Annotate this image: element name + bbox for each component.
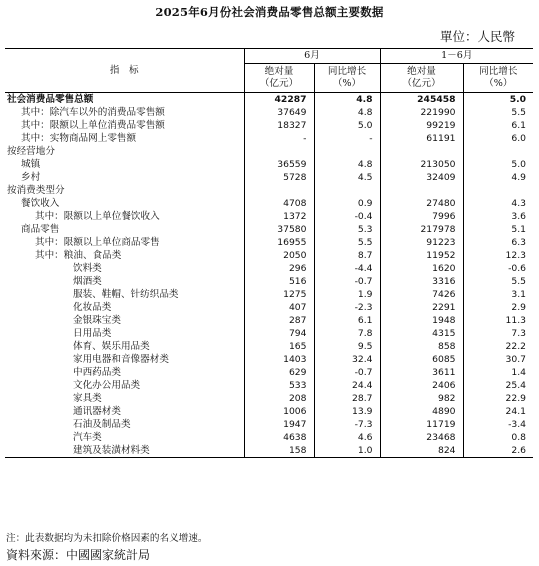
table-row xyxy=(5,210,533,223)
table-row xyxy=(5,366,533,379)
row-label: 家具类 xyxy=(73,393,102,404)
row-june-growth: 24.4 xyxy=(314,379,380,392)
row-label: 餐饮收入 xyxy=(21,198,60,209)
row-label: 文化办公用品类 xyxy=(73,380,141,391)
row-h1-value: 1948 xyxy=(380,314,463,327)
row-label: 按消费类型分 xyxy=(7,185,65,196)
row-h1-value: 6085 xyxy=(380,353,463,366)
table-row xyxy=(5,392,533,405)
row-h1-value: 217978 xyxy=(380,223,463,236)
row-june-growth: 4.6 xyxy=(314,431,380,444)
row-h1-growth: 25.4 xyxy=(463,379,533,392)
table-row xyxy=(5,301,533,314)
row-june-value: 1006 xyxy=(244,405,314,418)
row-label: 家用电器和音像器材类 xyxy=(73,354,169,365)
row-h1-value: 3316 xyxy=(380,275,463,288)
row-h1-value xyxy=(380,184,463,197)
row-june-value: 42287 xyxy=(244,93,314,107)
row-label: 烟酒类 xyxy=(73,276,102,287)
row-june-value: 533 xyxy=(244,379,314,392)
row-june-value: 287 xyxy=(244,314,314,327)
row-h1-growth: 5.5 xyxy=(463,275,533,288)
row-june-value: 407 xyxy=(244,301,314,314)
row-h1-growth: 5.0 xyxy=(463,93,533,107)
row-june-value: 5728 xyxy=(244,171,314,184)
row-h1-growth: 5.0 xyxy=(463,158,533,171)
header-june: 6月 xyxy=(244,49,380,64)
row-june-growth: 4.8 xyxy=(314,158,380,171)
header-abs-june: 绝对量 （亿元） xyxy=(244,64,314,93)
row-label: 饮料类 xyxy=(73,263,102,274)
source-line: 資料來源：中國國家統計局 xyxy=(6,548,151,562)
row-h1-growth: 4.9 xyxy=(463,171,533,184)
row-june-value: 36559 xyxy=(244,158,314,171)
row-june-growth: 5.0 xyxy=(314,119,380,132)
table-row xyxy=(5,405,533,418)
row-june-growth: - xyxy=(314,132,380,145)
row-h1-value: 91223 xyxy=(380,236,463,249)
row-h1-growth: 2.6 xyxy=(463,444,533,458)
row-june-value: 4708 xyxy=(244,197,314,210)
row-label: 通讯器材类 xyxy=(73,406,121,417)
table-row xyxy=(5,119,533,132)
row-h1-growth: -0.6 xyxy=(463,262,533,275)
row-june-growth xyxy=(314,184,380,197)
header-jan-jun: 1－6月 xyxy=(380,49,533,64)
table-row xyxy=(5,288,533,301)
row-label: 乡村 xyxy=(21,172,41,183)
row-june-value: 1403 xyxy=(244,353,314,366)
row-june-growth: 7.8 xyxy=(314,327,380,340)
row-june-value: 2050 xyxy=(244,249,314,262)
row-label: 服装、鞋帽、针纺织品类 xyxy=(73,289,179,300)
table-body xyxy=(5,93,533,458)
row-label: 金银珠宝类 xyxy=(73,315,121,326)
row-june-value: 296 xyxy=(244,262,314,275)
table-row xyxy=(5,106,533,119)
row-june-growth xyxy=(314,145,380,158)
row-june-growth: -0.4 xyxy=(314,210,380,223)
table-row xyxy=(5,197,533,210)
row-june-growth: -2.3 xyxy=(314,301,380,314)
row-june-value: - xyxy=(244,132,314,145)
row-h1-value: 11719 xyxy=(380,418,463,431)
table-row xyxy=(5,249,533,262)
row-june-growth: -0.7 xyxy=(314,366,380,379)
row-june-growth: 4.5 xyxy=(314,171,380,184)
table-row xyxy=(5,340,533,353)
row-june-growth: -0.7 xyxy=(314,275,380,288)
row-june-value: 4638 xyxy=(244,431,314,444)
row-h1-value: 99219 xyxy=(380,119,463,132)
table-row xyxy=(5,262,533,275)
row-h1-growth: 3.6 xyxy=(463,210,533,223)
row-h1-value: 61191 xyxy=(380,132,463,145)
table-row xyxy=(5,275,533,288)
row-june-growth: 32.4 xyxy=(314,353,380,366)
row-h1-value: 982 xyxy=(380,392,463,405)
header-abs-h1: 绝对量 （亿元） xyxy=(380,64,463,93)
table-row xyxy=(5,223,533,236)
table-row xyxy=(5,444,533,458)
row-label: 化妆品类 xyxy=(73,302,112,313)
row-june-growth: 13.9 xyxy=(314,405,380,418)
row-june-value: 516 xyxy=(244,275,314,288)
row-june-growth: 28.7 xyxy=(314,392,380,405)
row-h1-value: 2291 xyxy=(380,301,463,314)
row-h1-growth: 22.9 xyxy=(463,392,533,405)
row-june-value: 158 xyxy=(244,444,314,458)
row-june-growth: -7.3 xyxy=(314,418,380,431)
row-june-growth: 0.9 xyxy=(314,197,380,210)
row-label: 汽车类 xyxy=(73,432,102,443)
table-row xyxy=(5,93,533,107)
row-h1-value: 4890 xyxy=(380,405,463,418)
row-label: 日用品类 xyxy=(73,328,112,339)
row-label: 其中：除汽车以外的消费品零售额 xyxy=(21,107,165,118)
row-h1-growth: 2.9 xyxy=(463,301,533,314)
row-h1-value: 1620 xyxy=(380,262,463,275)
table-title: 2025年6月份社会消费品零售总额主要数据 xyxy=(155,5,384,19)
row-h1-value: 32409 xyxy=(380,171,463,184)
row-label: 社会消费品零售总额 xyxy=(7,94,94,105)
table-row xyxy=(5,184,533,197)
row-h1-value: 11952 xyxy=(380,249,463,262)
table-row xyxy=(5,314,533,327)
table-row xyxy=(5,431,533,444)
row-h1-value: 7426 xyxy=(380,288,463,301)
row-h1-growth xyxy=(463,145,533,158)
row-h1-growth: -3.4 xyxy=(463,418,533,431)
row-h1-value: 858 xyxy=(380,340,463,353)
row-h1-growth: 4.3 xyxy=(463,197,533,210)
row-h1-value: 2406 xyxy=(380,379,463,392)
row-h1-growth: 0.8 xyxy=(463,431,533,444)
row-june-growth: 4.8 xyxy=(314,93,380,107)
row-h1-growth: 6.1 xyxy=(463,119,533,132)
row-june-value: 1372 xyxy=(244,210,314,223)
row-h1-value: 7996 xyxy=(380,210,463,223)
row-h1-value: 27480 xyxy=(380,197,463,210)
row-h1-value: 213050 xyxy=(380,158,463,171)
row-label: 其中：实物商品网上零售额 xyxy=(21,133,137,144)
header-growth-h1: 同比增长 （%） xyxy=(463,64,533,93)
row-june-growth: 1.0 xyxy=(314,444,380,458)
header-indicator: 指 标 xyxy=(5,49,244,93)
table-row xyxy=(5,418,533,431)
table-row xyxy=(5,171,533,184)
row-h1-growth: 11.3 xyxy=(463,314,533,327)
row-june-growth: 8.7 xyxy=(314,249,380,262)
row-label: 城镇 xyxy=(21,159,41,170)
row-h1-value xyxy=(380,145,463,158)
table-row xyxy=(5,379,533,392)
row-june-value xyxy=(244,184,314,197)
table-row xyxy=(5,327,533,340)
row-label: 中西药品类 xyxy=(73,367,121,378)
header-growth-june: 同比增长 （%） xyxy=(314,64,380,93)
row-h1-growth: 24.1 xyxy=(463,405,533,418)
row-june-growth: -4.4 xyxy=(314,262,380,275)
retail-sales-table xyxy=(5,48,533,458)
unit-label: 單位：人民幣 xyxy=(439,29,515,44)
row-june-value: 37580 xyxy=(244,223,314,236)
row-label: 其中：粮油、食品类 xyxy=(35,250,122,261)
row-h1-value: 245458 xyxy=(380,93,463,107)
footnote: 注：此表数据均为未扣除价格因素的名义增速。 xyxy=(6,533,208,544)
row-h1-value: 4315 xyxy=(380,327,463,340)
row-june-growth: 1.9 xyxy=(314,288,380,301)
row-h1-value: 23468 xyxy=(380,431,463,444)
row-label: 其中：限额以上单位餐饮收入 xyxy=(35,211,160,222)
row-h1-growth: 30.7 xyxy=(463,353,533,366)
row-label: 体育、娱乐用品类 xyxy=(73,341,150,352)
row-h1-value: 3611 xyxy=(380,366,463,379)
row-h1-growth: 5.5 xyxy=(463,106,533,119)
row-june-growth: 5.5 xyxy=(314,236,380,249)
row-june-value xyxy=(244,145,314,158)
row-june-value: 18327 xyxy=(244,119,314,132)
row-june-value: 37649 xyxy=(244,106,314,119)
row-h1-growth: 5.1 xyxy=(463,223,533,236)
row-h1-value: 824 xyxy=(380,444,463,458)
row-h1-growth: 22.2 xyxy=(463,340,533,353)
row-h1-growth: 12.3 xyxy=(463,249,533,262)
row-june-growth: 5.3 xyxy=(314,223,380,236)
table-row xyxy=(5,236,533,249)
row-h1-growth xyxy=(463,184,533,197)
row-label: 按经营地分 xyxy=(7,146,55,157)
row-h1-growth: 3.1 xyxy=(463,288,533,301)
row-label: 其中：限额以上单位商品零售 xyxy=(35,237,160,248)
row-june-growth: 6.1 xyxy=(314,314,380,327)
table-row xyxy=(5,158,533,171)
table-row xyxy=(5,353,533,366)
row-june-value: 629 xyxy=(244,366,314,379)
table-row xyxy=(5,145,533,158)
row-june-value: 1275 xyxy=(244,288,314,301)
row-june-value: 794 xyxy=(244,327,314,340)
table-row xyxy=(5,132,533,145)
row-label: 建筑及装潢材料类 xyxy=(5,444,244,458)
row-label: 其中：限额以上单位消费品零售额 xyxy=(21,120,165,131)
row-june-value: 1947 xyxy=(244,418,314,431)
row-june-value: 165 xyxy=(244,340,314,353)
row-june-value: 208 xyxy=(244,392,314,405)
row-h1-growth: 6.0 xyxy=(463,132,533,145)
row-h1-growth: 6.3 xyxy=(463,236,533,249)
row-label: 商品零售 xyxy=(21,224,60,235)
row-june-value: 16955 xyxy=(244,236,314,249)
row-june-growth: 9.5 xyxy=(314,340,380,353)
row-h1-growth: 7.3 xyxy=(463,327,533,340)
row-h1-value: 221990 xyxy=(380,106,463,119)
row-h1-growth: 1.4 xyxy=(463,366,533,379)
row-june-growth: 4.8 xyxy=(314,106,380,119)
row-label: 石油及制品类 xyxy=(73,419,131,430)
